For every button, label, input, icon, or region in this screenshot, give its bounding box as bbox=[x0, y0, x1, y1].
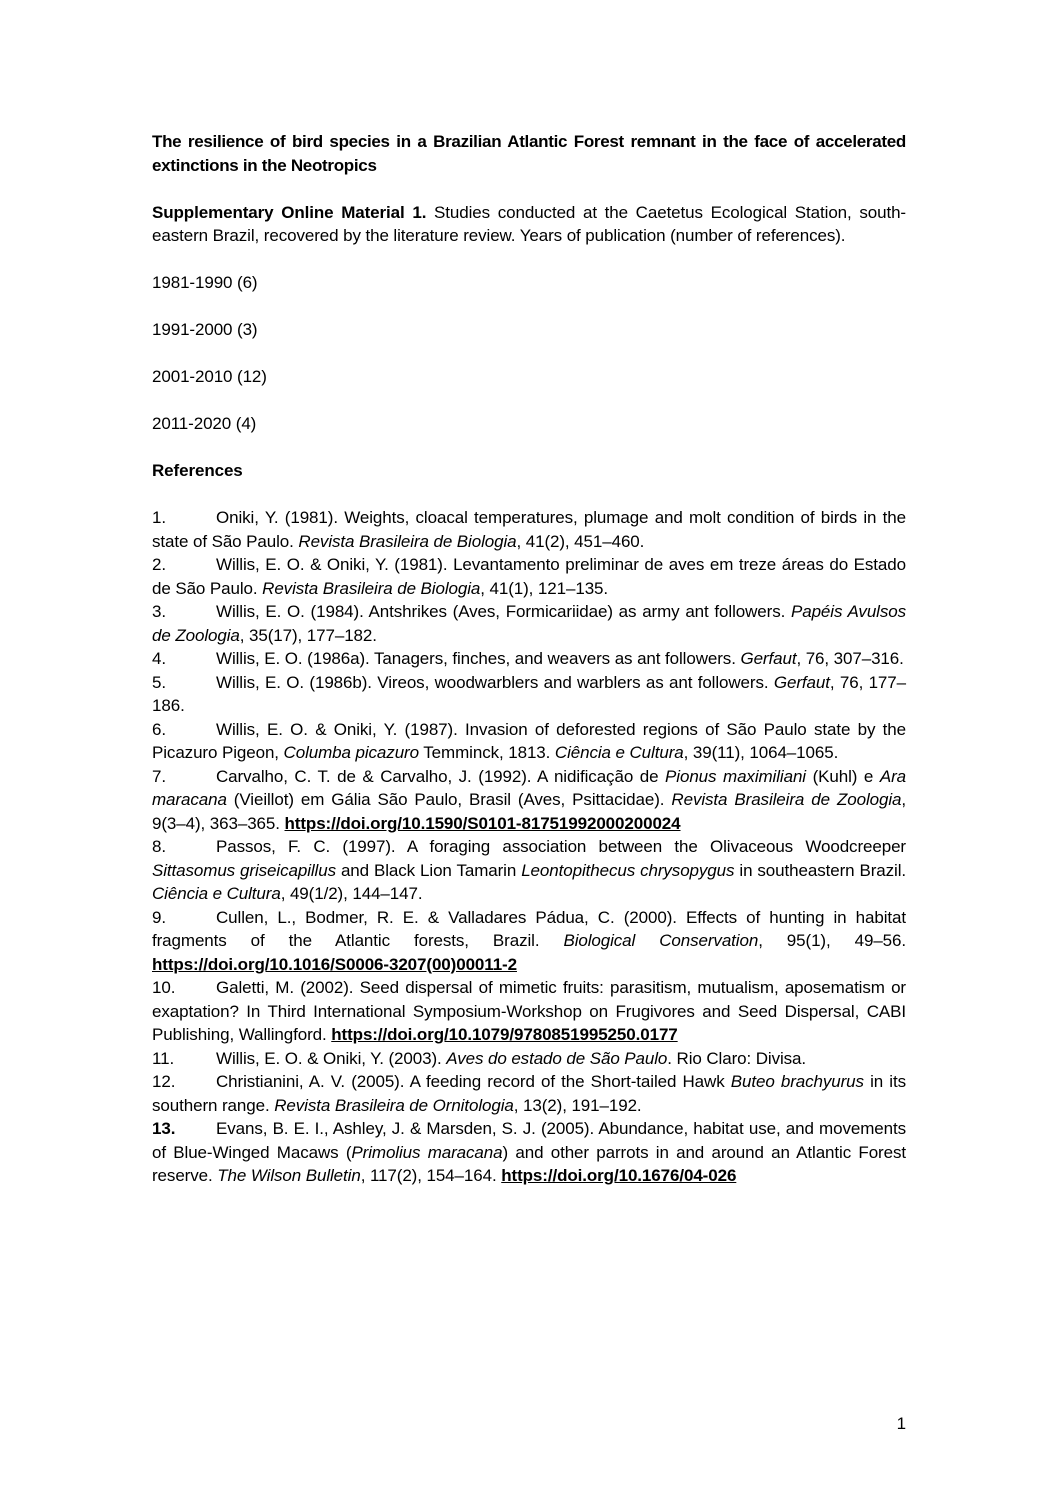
reference-text: The Wilson Bulletin bbox=[217, 1166, 361, 1185]
reference-text: in southeastern Brazil. bbox=[734, 860, 906, 880]
reference-item bbox=[152, 506, 906, 553]
reference-text: Willis, E. O. & Oniki, Y. (1987). Invasion of deforested regions of São Paulo state by the Picazuro Pigeon, bbox=[152, 719, 906, 762]
reference-item bbox=[152, 906, 906, 977]
reference-text: , 41(1), 121–135. bbox=[480, 578, 609, 598]
reference-text: , 9(3–4), 363–365. bbox=[152, 790, 906, 833]
reference-text: ) and other parrots in and around an Atlantic Forest reserve. bbox=[152, 1142, 906, 1185]
reference-text: Temminck, 1813. bbox=[418, 743, 555, 762]
year-count-item: 1981-1990 (6) bbox=[152, 273, 258, 292]
reference-item bbox=[152, 718, 906, 765]
reference-text: Cullen, L., Bodmer, R. E. & Valladares Pádua, C. (2000). Effects of hunting in habitat fragments of the Atlantic forests, Brazil. bbox=[152, 907, 906, 950]
reference-item bbox=[152, 671, 906, 718]
reference-text: Revista Brasileira de Zoologia bbox=[671, 790, 902, 809]
reference-text: and Black Lion Tamarin bbox=[335, 860, 522, 880]
reference-text: Buteo brachyurus bbox=[730, 1072, 864, 1091]
reference-text: , 76, 177–186. bbox=[152, 672, 906, 715]
reference-item bbox=[152, 647, 906, 671]
som-caption bbox=[152, 201, 906, 248]
reference-number: 3. bbox=[152, 602, 166, 621]
reference-text: , 41(2), 451–460. bbox=[516, 531, 645, 551]
doi-link[interactable]: https://doi.org/10.1016/S0006-3207(00)00011-2 bbox=[152, 954, 517, 974]
reference-number: 5. bbox=[152, 672, 166, 692]
reference-text: Aves do estado de São Paulo bbox=[446, 1048, 668, 1068]
reference-text: Sittasomus griseicapillus bbox=[152, 860, 336, 880]
reference-item bbox=[152, 835, 906, 906]
reference-text: (Vieillot) em Gália São Paulo, Brasil (Aves, Psittacidae). bbox=[226, 790, 672, 809]
reference-text: , 13(2), 191–192. bbox=[513, 1095, 642, 1115]
reference-number: 10. bbox=[152, 978, 176, 997]
reference-text: , 95(1), 49–56. bbox=[758, 931, 907, 950]
reference-text: Leontopithecus chrysopygus bbox=[521, 860, 735, 880]
reference-text: Ciência e Cultura bbox=[152, 884, 281, 903]
reference-text: , 49(1/2), 144–147. bbox=[280, 884, 423, 903]
reference-number: 13. bbox=[152, 1119, 176, 1138]
reference-text: Willis, E. O. & Oniki, Y. (1981). Levantamento preliminar de aves em treze áreas do Estado de São Paulo. bbox=[152, 555, 906, 598]
reference-text: Ara maracana bbox=[152, 766, 906, 809]
reference-text: Willis, E. O. (1986b). Vireos, woodwarblers and warblers as ant followers. bbox=[216, 672, 774, 692]
reference-text: , 117(2), 154–164. bbox=[360, 1166, 502, 1185]
reference-number: 11. bbox=[152, 1048, 175, 1068]
reference-text: Papéis Avulsos de Zoologia bbox=[152, 602, 907, 645]
reference-number: 2. bbox=[152, 555, 166, 574]
reference-item bbox=[152, 1117, 906, 1188]
reference-text: Willis, E. O. (1986a). Tanagers, finches, and weavers as ant followers. bbox=[216, 649, 741, 668]
page-number: 1 bbox=[896, 1414, 906, 1433]
reference-text: Revista Brasileira de Ornitologia bbox=[274, 1095, 514, 1115]
document-title: The resilience of bird species in a Brazilian Atlantic Forest remnant in the face of accelerated extinctions in the Neotropics bbox=[152, 132, 906, 175]
reference-item bbox=[152, 1047, 906, 1071]
reference-text: Columba picazuro bbox=[283, 743, 419, 762]
reference-text: Evans, B. E. I., Ashley, J. & Marsden, S. J. (2005). Abundance, habitat use, and movements of Blue-Winged Macaws ( bbox=[152, 1119, 906, 1162]
som-label: Supplementary Online Material 1. bbox=[152, 202, 427, 222]
reference-text: . Rio Claro: Divisa. bbox=[667, 1048, 807, 1068]
reference-text: Gerfaut bbox=[773, 672, 830, 692]
year-count-item: 2001-2010 (12) bbox=[152, 367, 267, 386]
reference-text: Carvalho, C. T. de & Carvalho, J. (1992). A nidificação de bbox=[216, 766, 666, 786]
reference-item bbox=[152, 600, 906, 647]
reference-text: Primolius maracana bbox=[351, 1142, 503, 1162]
reference-text: Ciência e Cultura bbox=[554, 743, 684, 762]
reference-text: Biological Conservation bbox=[563, 931, 759, 950]
reference-number: 4. bbox=[152, 649, 166, 668]
references-heading: References bbox=[152, 461, 243, 480]
doi-link[interactable]: https://doi.org/10.1590/S0101-81751992000200024 bbox=[284, 813, 681, 833]
reference-number: 9. bbox=[152, 907, 166, 927]
doi-link[interactable]: https://doi.org/10.1079/9780851995250.0177 bbox=[331, 1025, 678, 1044]
reference-text: (Kuhl) e bbox=[805, 766, 880, 786]
year-count-item: 2011-2020 (4) bbox=[152, 414, 257, 433]
doi-link[interactable]: https://doi.org/10.1676/04-026 bbox=[501, 1166, 737, 1185]
reference-text: , 76, 307–316. bbox=[796, 649, 904, 668]
reference-number: 8. bbox=[152, 837, 166, 856]
references-list bbox=[152, 506, 906, 1188]
reference-text: Passos, F. C. (1997). A foraging association between the Olivaceous Woodcreeper bbox=[216, 837, 906, 856]
reference-number: 1. bbox=[152, 508, 166, 527]
reference-text: Oniki, Y. (1981). Weights, cloacal temperatures, plumage and molt condition of birds in the state of São Paulo. bbox=[152, 508, 906, 551]
reference-text: Galetti, M. (2002). Seed dispersal of mimetic fruits: parasitism, mutualism, aposematism or exaptation? In Third International Symposium-Workshop on Frugivores and Seed Dispersal, CABI Publishing, Wallingford. bbox=[152, 978, 906, 1044]
reference-text: Willis, E. O. & Oniki, Y. (2003). bbox=[216, 1048, 447, 1068]
year-count-item: 1991-2000 (3) bbox=[152, 320, 258, 339]
reference-item bbox=[152, 1070, 906, 1117]
reference-text: Christianini, A. V. (2005). A feeding record of the Short-tailed Hawk bbox=[216, 1072, 731, 1091]
reference-text: Revista Brasileira de Biologia bbox=[262, 578, 481, 598]
reference-number: 12. bbox=[152, 1072, 176, 1091]
reference-text: , 39(11), 1064–1065. bbox=[683, 743, 839, 762]
year-counts bbox=[152, 271, 906, 436]
reference-text: Willis, E. O. (1984). Antshrikes (Aves, Formicariidae) as army ant followers. bbox=[216, 602, 791, 621]
reference-text: in its southern range. bbox=[152, 1072, 906, 1115]
som-text: Studies conducted at the Caetetus Ecological Station, south-eastern Brazil, recovered by the literature review. Years of publication (number of references). bbox=[152, 202, 906, 245]
reference-number: 6. bbox=[152, 719, 166, 739]
reference-item bbox=[152, 765, 906, 836]
reference-text: Gerfaut bbox=[740, 649, 797, 668]
reference-item bbox=[152, 976, 906, 1047]
reference-number: 7. bbox=[152, 766, 166, 786]
reference-text: Pionus maximiliani bbox=[665, 766, 806, 786]
reference-text: , 35(17), 177–182. bbox=[239, 625, 377, 645]
reference-text: Revista Brasileira de Biologia bbox=[298, 531, 517, 551]
reference-item bbox=[152, 553, 906, 600]
